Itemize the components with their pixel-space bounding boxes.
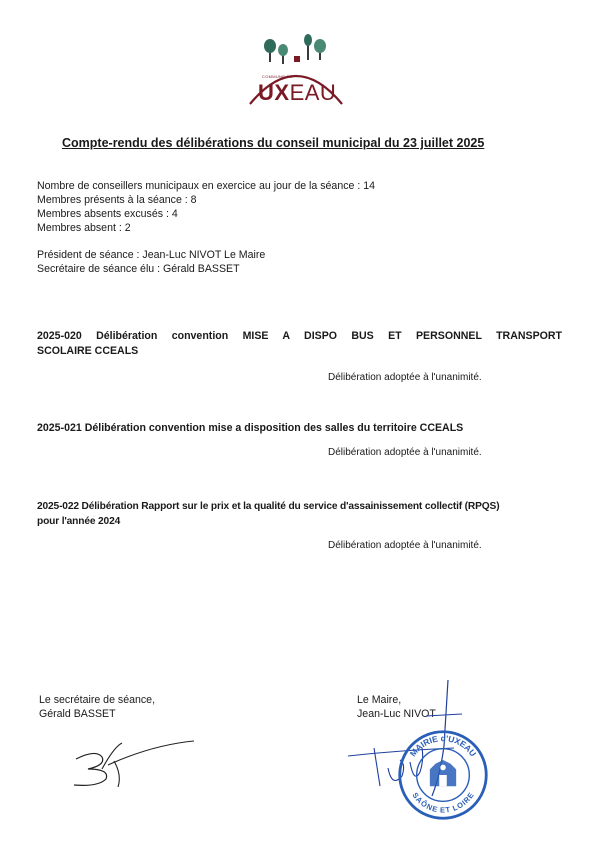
secretary-handwritten-signature bbox=[62, 735, 202, 795]
deliberation-021-title bbox=[37, 421, 562, 436]
deliberation-020-title-line2: SCOLAIRE CCEALS bbox=[37, 345, 139, 357]
deliberation-021-title-line1: 2025-021 Délibération convention mise a disposition des salles du territoire CCEALS bbox=[37, 422, 464, 434]
deliberation-022-result: Délibération adoptée à l'unanimité. bbox=[328, 540, 482, 551]
session-president: Président de séance : Jean-Luc NIVOT Le Maire bbox=[37, 249, 266, 261]
attendance-excused: Membres absents excusés : 4 bbox=[37, 208, 178, 220]
logo-name-bold: UX bbox=[258, 80, 290, 105]
deliberation-021-result: Délibération adoptée à l'unanimité. bbox=[328, 447, 482, 458]
deliberation-022-title-line1: 2025-022 Délibération Rapport sur le prix et la qualité du service d'assainissement collectif (RPQS) bbox=[37, 501, 500, 512]
stamp-emblem-icon bbox=[430, 760, 456, 786]
secretary-signature-role: Le secrétaire de séance, bbox=[39, 694, 156, 706]
logo-wordmark bbox=[258, 80, 336, 106]
deliberation-022-title bbox=[37, 499, 562, 529]
logo-tagline: COMMUNE DE bbox=[262, 74, 293, 79]
attendance-present: Membres présents à la séance : 8 bbox=[37, 194, 197, 206]
attendance-total: Nombre de conseillers municipaux en exercice au jour de la séance : 14 bbox=[37, 180, 376, 192]
deliberation-020-title bbox=[37, 329, 562, 359]
mayor-signature-role: Le Maire, bbox=[357, 694, 402, 706]
logo-name-rest: EAU bbox=[289, 80, 337, 105]
stamp-bottom-text: SAÔNE ET LOIRE bbox=[410, 790, 476, 815]
document-title: Compte-rendu des délibérations du conseil municipal du 23 juillet 2025 bbox=[62, 136, 485, 150]
stamp-top-text: MAIRIE d'UXEAU bbox=[407, 733, 479, 759]
mairie-official-stamp bbox=[396, 728, 490, 822]
deliberation-020-result: Délibération adoptée à l'unanimité. bbox=[328, 372, 482, 383]
deliberation-022-title-line2: pour l'année 2024 bbox=[37, 516, 121, 527]
secretary-signature-name: Gérald BASSET bbox=[39, 708, 116, 720]
deliberation-020-title-line1: 2025-020 Délibération convention MISE A DISPO BUS ET PERSONNEL TRANSPORT bbox=[37, 330, 562, 342]
mayor-signature-name: Jean-Luc NIVOT bbox=[357, 708, 436, 720]
session-secretary: Secrétaire de séance élu : Gérald BASSET bbox=[37, 263, 240, 275]
attendance-absent: Membres absent : 2 bbox=[37, 222, 131, 234]
